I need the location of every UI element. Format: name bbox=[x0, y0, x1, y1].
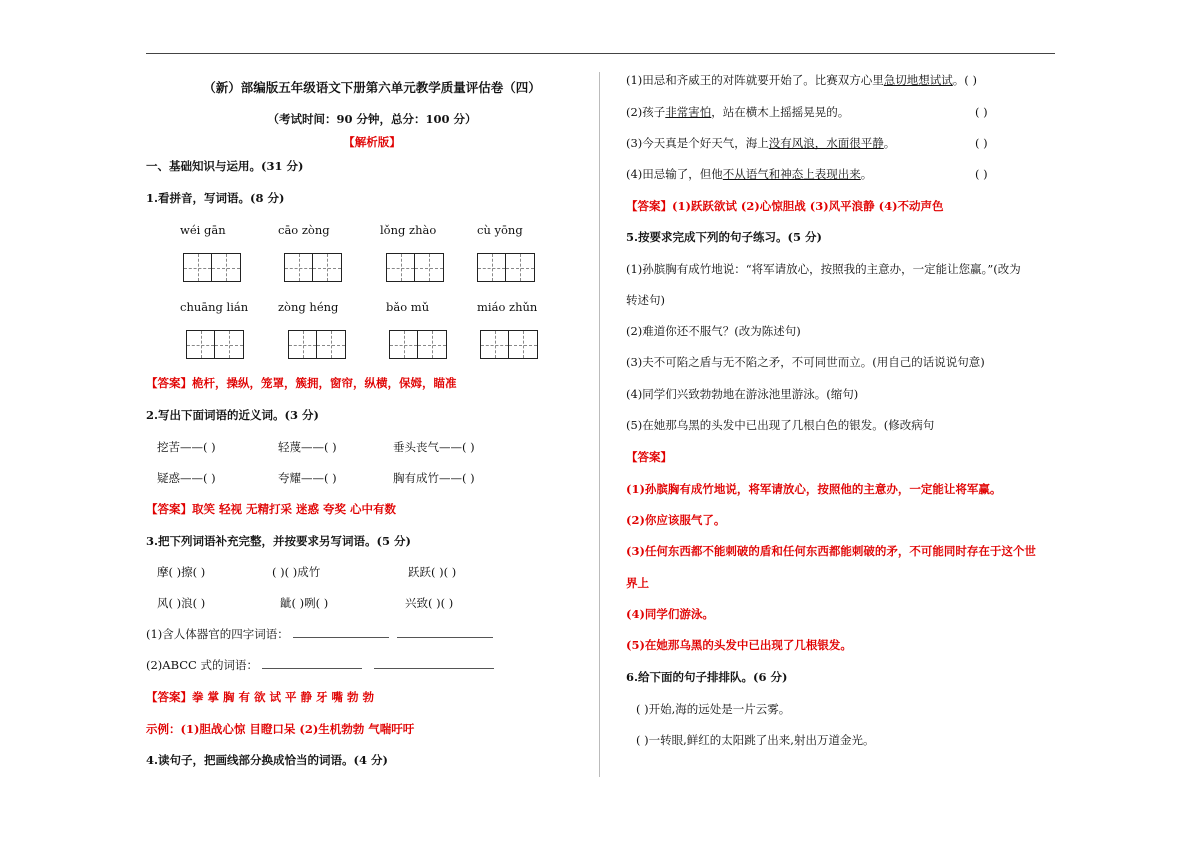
writing-grid[interactable] bbox=[477, 253, 535, 282]
pinyin: zòng héng bbox=[278, 300, 339, 314]
answer-paren[interactable]: ( ) bbox=[975, 136, 988, 150]
synonym-item: 垂头丧气——( ) bbox=[393, 440, 475, 454]
q4-s3-underlined: 没有风浪，水面很平静 bbox=[768, 136, 884, 150]
version-label: 【解析版】 bbox=[343, 135, 401, 149]
synonym-item: 夸耀——( ) bbox=[278, 471, 337, 485]
q4-sentence-1 bbox=[626, 72, 977, 88]
writing-grid[interactable] bbox=[183, 253, 241, 282]
q4-s4-underlined: 不从语气和神态上表现出来 bbox=[722, 167, 861, 181]
answer-paren[interactable]: ( ) bbox=[975, 105, 988, 119]
q6-heading: 6.给下面的句子排排队。(6 分) bbox=[626, 670, 788, 684]
q4-s2-pre: (2)孩子 bbox=[626, 105, 666, 119]
q4-s2-underlined: 非常害怕 bbox=[665, 105, 712, 119]
q3-sub1 bbox=[146, 626, 493, 642]
q4-s3-pre: (3)今天真是个好天气，海上 bbox=[626, 136, 769, 150]
q5-answer-3-cont: 界上 bbox=[626, 576, 649, 590]
q3-sub2-text: (2)ABCC 式的词语： bbox=[146, 658, 259, 672]
q5-heading: 5.按要求完成下列的句子练习。(5 分) bbox=[626, 230, 822, 244]
fill-item: 摩( )擦( ) bbox=[157, 565, 206, 579]
pinyin: miáo zhǔn bbox=[477, 300, 538, 314]
q5-answer-3: (3)任何东西都不能刺破的盾和任何东西都能刺破的矛，不可能同时存在于这个世 bbox=[626, 544, 1036, 558]
pinyin: cù yōng bbox=[477, 223, 523, 237]
q6-item-1: ( )开始,海的远处是一片云雾。 bbox=[636, 702, 791, 716]
q4-sentence-4 bbox=[626, 166, 872, 182]
answer-blank[interactable] bbox=[293, 627, 389, 638]
writing-grid[interactable] bbox=[284, 253, 342, 282]
synonym-item: 疑惑——( ) bbox=[157, 471, 216, 485]
q4-s1-underlined: 急切地想试试 bbox=[883, 73, 953, 87]
q4-heading: 4.读句子，把画线部分换成恰当的词语。(4 分) bbox=[146, 753, 388, 767]
writing-grid[interactable] bbox=[186, 330, 244, 359]
answer-blank[interactable] bbox=[262, 658, 362, 669]
q4-s4-post: 。 bbox=[860, 167, 873, 181]
fill-item: 兴致( )( ) bbox=[405, 596, 454, 610]
q1-answer: 【答案】桅杆，操纵，笼罩，簇拥，窗帘，纵横，保姆，瞄准 bbox=[146, 376, 457, 390]
section-heading: 一、基础知识与运用。(31 分) bbox=[146, 159, 304, 173]
writing-grid[interactable] bbox=[480, 330, 538, 359]
q2-answer: 【答案】取笑 轻视 无精打采 迷惑 夸奖 心中有数 bbox=[146, 502, 397, 516]
q2-heading: 2.写出下面词语的近义词。(3 分) bbox=[146, 408, 319, 422]
q5-answer-label: 【答案】 bbox=[626, 450, 672, 464]
fill-item: 风( )浪( ) bbox=[157, 596, 206, 610]
q4-sentence-3 bbox=[626, 135, 895, 151]
synonym-item: 胸有成竹——( ) bbox=[393, 471, 475, 485]
pinyin: cāo zòng bbox=[278, 223, 330, 237]
writing-grid[interactable] bbox=[288, 330, 346, 359]
pinyin: bǎo mǔ bbox=[386, 300, 430, 314]
q4-s4-pre: (4)田忌输了，但他 bbox=[626, 167, 723, 181]
fill-item: 跃跃( )( ) bbox=[408, 565, 457, 579]
q1-heading: 1.看拼音，写词语。(8 分) bbox=[146, 191, 285, 205]
q5-answer-4: (4)同学们游泳。 bbox=[626, 607, 714, 621]
fill-item: ( )( )成竹 bbox=[272, 565, 321, 579]
column-divider bbox=[599, 72, 600, 777]
q4-sentence-2 bbox=[626, 104, 849, 120]
page-title: （新）部编版五年级语文下册第六单元教学质量评估卷（四） bbox=[203, 80, 541, 95]
q4-s1-pre: (1)田忌和齐威王的对阵就要开始了。比赛双方心里 bbox=[626, 73, 884, 87]
header-rule bbox=[146, 53, 1055, 54]
q5-item-3: (3)夫不可陷之盾与无不陷之矛，不可同世而立。(用自己的话说说句意) bbox=[626, 355, 985, 369]
q3-heading: 3.把下列词语补充完整，并按要求另写词语。(5 分) bbox=[146, 534, 411, 548]
exam-info: （考试时间：90 分钟，总分：100 分） bbox=[267, 112, 477, 126]
q5-item-1: (1)孙膑胸有成竹地说：“将军请放心，按照我的主意办，一定能让您赢。”(改为 bbox=[626, 262, 1021, 276]
q3-answer: 【答案】拳 掌 胸 有 欲 试 平 静 牙 嘴 勃 勃 bbox=[146, 690, 375, 704]
synonym-item: 挖苦——( ) bbox=[157, 440, 216, 454]
q4-s2-post: ，站在横木上摇摇晃晃的。 bbox=[711, 105, 850, 119]
q5-answer-2: (2)你应该服气了。 bbox=[626, 513, 726, 527]
q5-item-2: (2)难道你还不服气？(改为陈述句) bbox=[626, 324, 801, 338]
q5-item-1-cont: 转述句) bbox=[626, 293, 665, 307]
q3-sub1-text: (1)含人体器官的四字词语： bbox=[146, 627, 289, 641]
q3-example: 示例：(1)胆战心惊 目瞪口呆 (2)生机勃勃 气喘吁吁 bbox=[146, 722, 415, 736]
answer-paren[interactable]: ( ) bbox=[975, 167, 988, 181]
q4-s3-post: 。 bbox=[883, 136, 896, 150]
writing-grid[interactable] bbox=[386, 253, 444, 282]
answer-blank[interactable] bbox=[397, 627, 493, 638]
q3-sub2 bbox=[146, 657, 494, 673]
q5-answer-5: (5)在她那乌黑的头发中已出现了几根银发。 bbox=[626, 638, 852, 652]
fill-item: 龇( )咧( ) bbox=[280, 596, 329, 610]
q4-s1-post: 。( ) bbox=[952, 73, 977, 87]
pinyin: chuāng lián bbox=[180, 300, 249, 314]
q5-item-4: (4)同学们兴致勃勃地在游泳池里游泳。(缩句) bbox=[626, 387, 859, 401]
pinyin: wéi gān bbox=[180, 223, 226, 237]
synonym-item: 轻蔑——( ) bbox=[278, 440, 337, 454]
writing-grid[interactable] bbox=[389, 330, 447, 359]
q6-item-2: ( )一转眼,鲜红的太阳跳了出来,射出万道金光。 bbox=[636, 733, 875, 747]
q5-item-5: (5)在她那乌黑的头发中已出现了几根白色的银发。(修改病句 bbox=[626, 418, 935, 432]
pinyin: lǒng zhào bbox=[380, 223, 437, 237]
q4-answer: 【答案】(1)跃跃欲试 (2)心惊胆战 (3)风平浪静 (4)不动声色 bbox=[626, 199, 944, 213]
answer-blank[interactable] bbox=[374, 658, 494, 669]
q5-answer-1: (1)孙膑胸有成竹地说，将军请放心，按照他的主意办，一定能让将军赢。 bbox=[626, 482, 1002, 496]
